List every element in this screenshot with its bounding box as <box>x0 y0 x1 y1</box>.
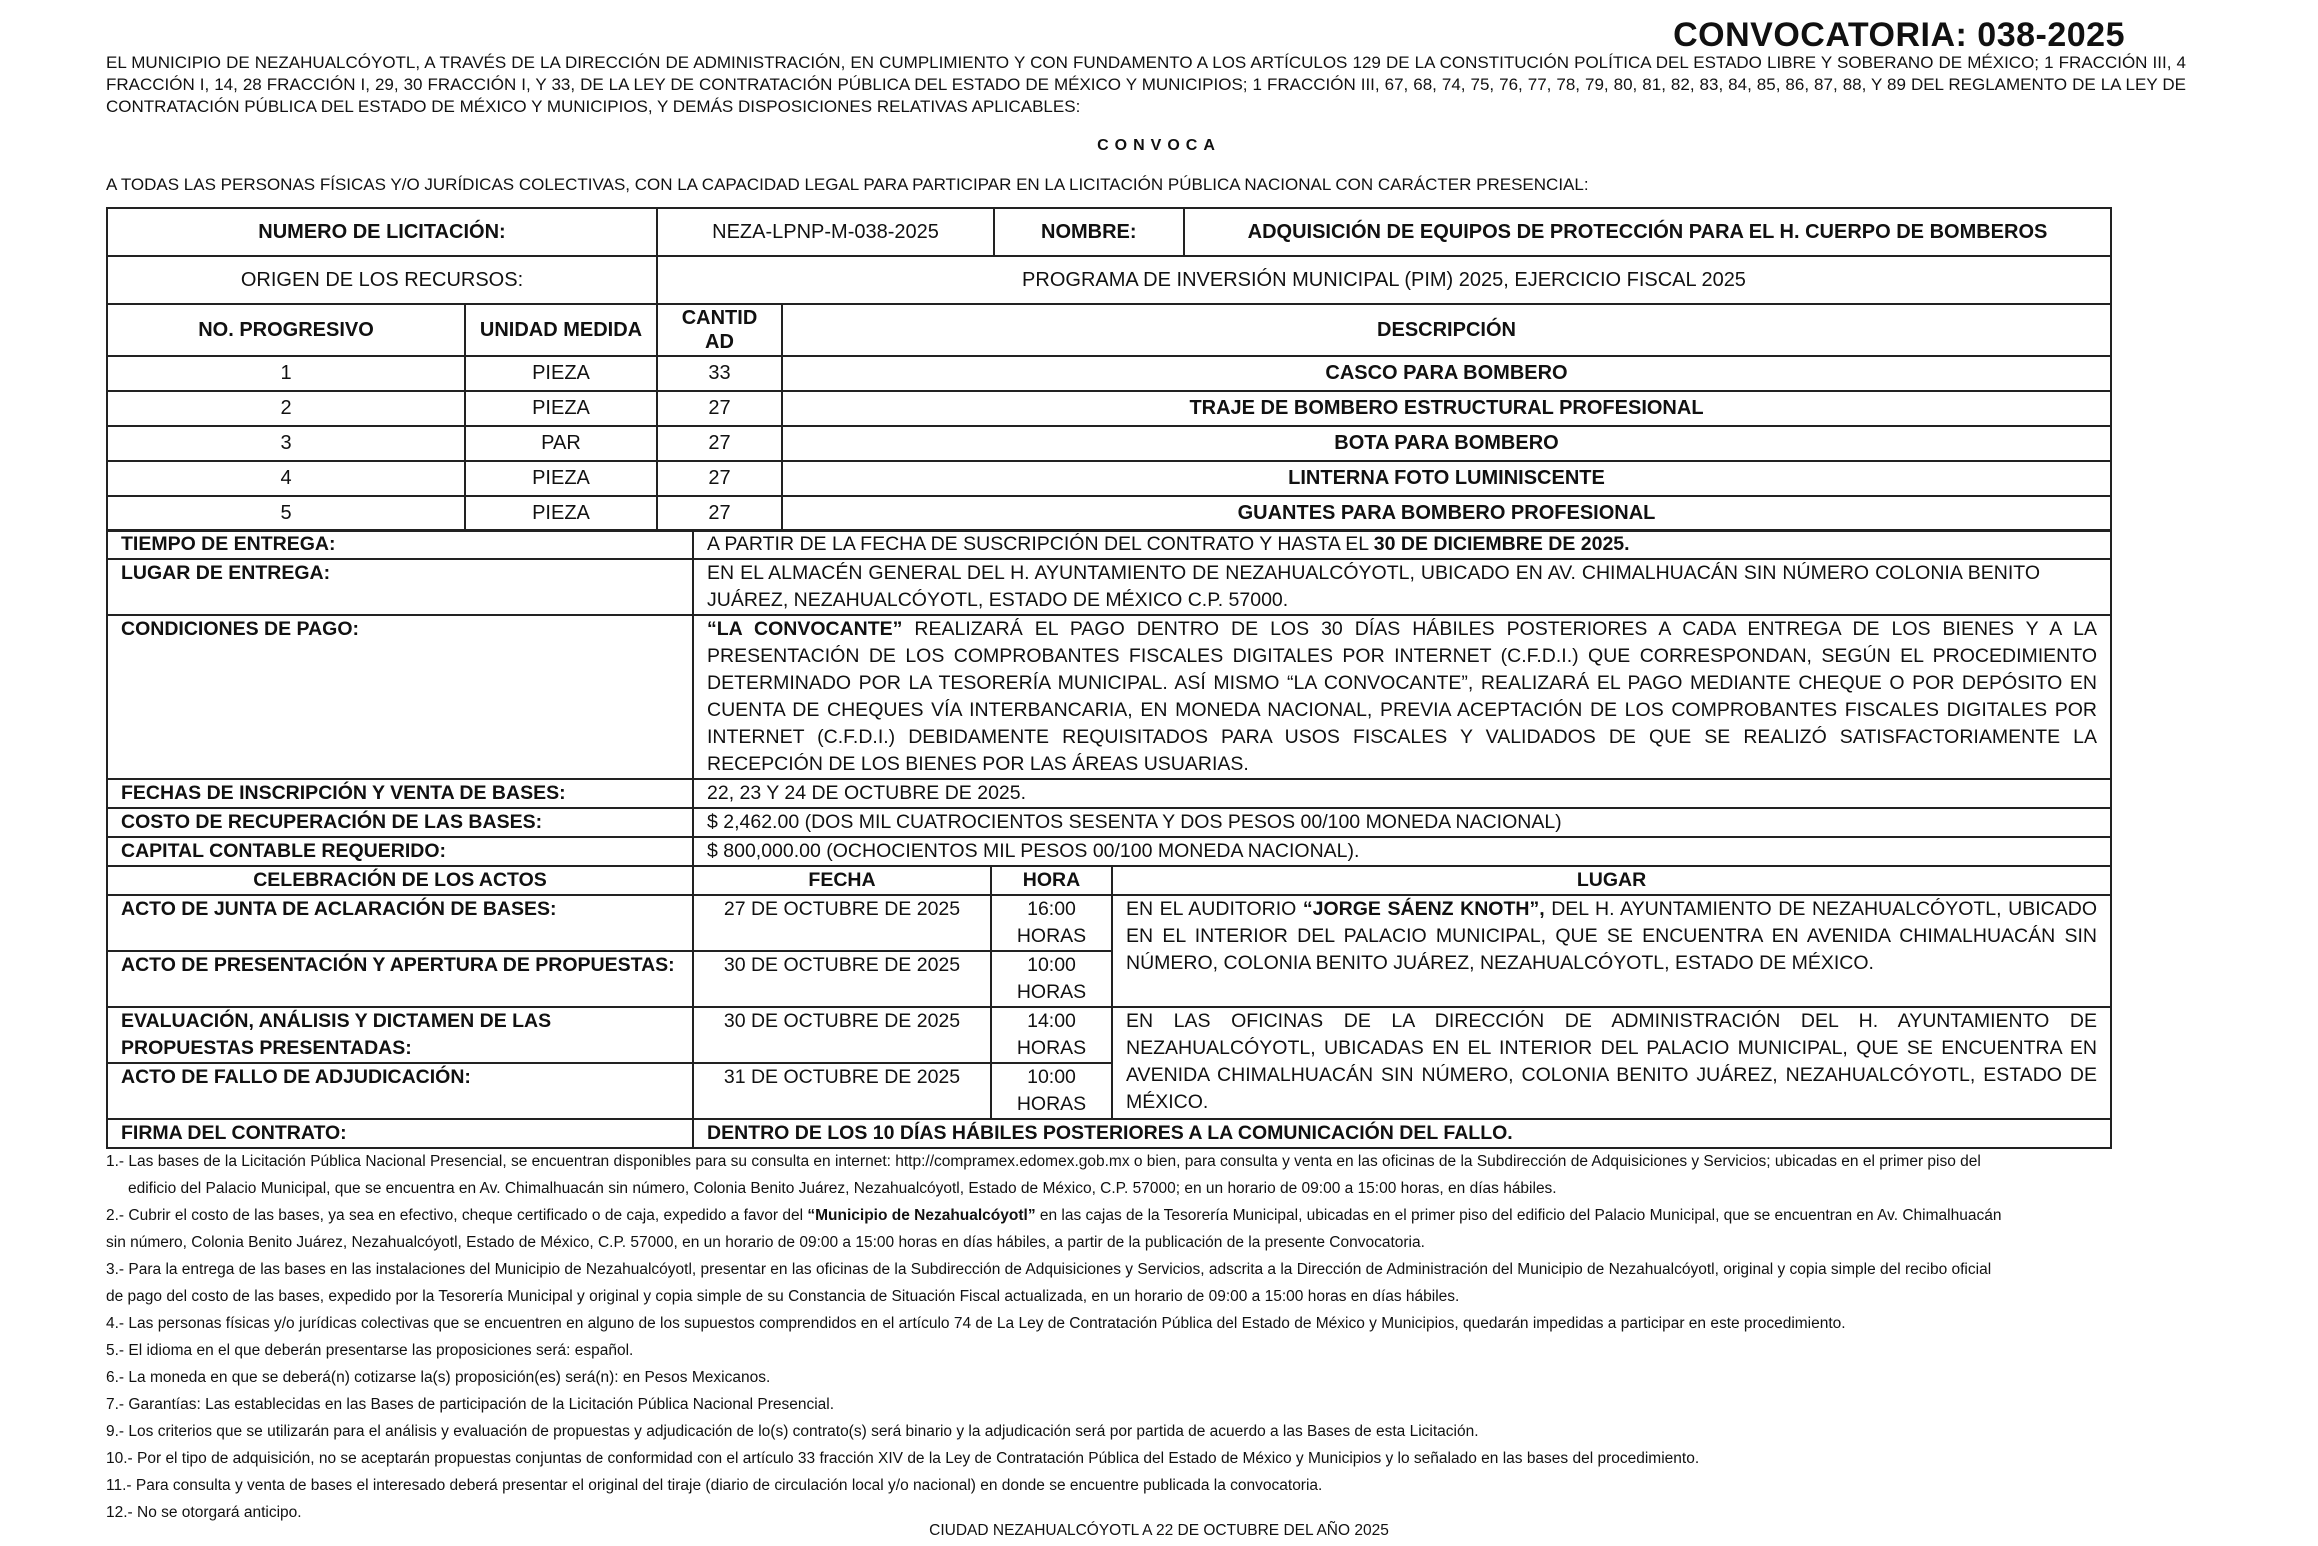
note-2 <box>106 1202 2176 1229</box>
lugar-label: LUGAR DE ENTREGA: <box>107 559 693 615</box>
lugar-1-rest: DEL H. AYUNTAMIENTO DE NEZAHUALCÓYOTL, UBICADO EN EL INTERIOR DEL PALACIO MUNICIPAL, QUE SE ENCUENTRA EN AVENIDA CHIMALHUACÁN SIN NÚMERO, COLONIA BENITO JUÁREZ, NEZAHUALCÓYOTL, ESTADO DE MÉXICO. <box>1126 898 2097 974</box>
costo-value: $ 2,462.00 (DOS MIL CUATROCIENTOS SESENTA Y DOS PESOS 00/100 MONEDA NACIONAL) <box>693 808 2111 837</box>
table-row <box>107 1007 2111 1063</box>
actos-header-row <box>107 866 2111 895</box>
nombre-value: ADQUISICIÓN DE EQUIPOS DE PROTECCIÓN PARA EL H. CUERPO DE BOMBEROS <box>1184 208 2111 256</box>
note-2-text: 2.- Cubrir el costo de las bases, ya sea en efectivo, cheque certificado o de caja, expedido a favor del <box>106 1207 808 1224</box>
note-9: 9.- Los criterios que se utilizarán para el análisis y evaluación de propuestas y adjudicación de lo(s) contrato(s) será binario y la adjudicación será por partida de acuerdo a las Bases de esta Licitación. <box>106 1423 1479 1440</box>
note-1: 1.- Las bases de la Licitación Pública Nacional Presencial, se encuentran disponibles para su consulta en internet: http://compramex.edomex.gob.mx o bien, para consulta y venta en las oficinas de la Subdirección de Adquisiciones y Servicios; ubicadas en el primer piso del <box>106 1153 1981 1170</box>
note-2-cont: sin número, Colonia Benito Juárez, Nezahualcóyotl, Estado de México, C.P. 57000, en un horario de 09:00 a 15:00 horas en días hábiles, a partir de la publicación de la presente Convocatoria. <box>106 1234 1425 1251</box>
item-unidad: PAR <box>465 426 657 461</box>
lugar-row <box>107 559 2111 615</box>
acto-hora: 10:00 HORAS <box>991 1063 1112 1119</box>
addressees: A TODAS LAS PERSONAS FÍSICAS Y/O JURÍDICAS COLECTIVAS, CON LA CAPACIDAD LEGAL PARA PARTICIPAR EN LA LICITACIÓN PÚBLICA NACIONAL CON CARÁCTER PRESENCIAL: <box>106 175 1589 194</box>
note-12: 12.- No se otorgará anticipo. <box>106 1504 302 1521</box>
header-cantidad: CANTIDAD <box>657 304 782 356</box>
item-descripcion: TRAJE DE BOMBERO ESTRUCTURAL PROFESIONAL <box>782 391 2111 426</box>
note-7: 7.- Garantías: Las establecidas en las Bases de participación de la Licitación Pública Nacional Presencial. <box>106 1396 835 1413</box>
acto-name: ACTO DE PRESENTACIÓN Y APERTURA DE PROPUESTAS: <box>107 951 693 1007</box>
costo-label: COSTO DE RECUPERACIÓN DE LAS BASES: <box>107 808 693 837</box>
capital-value: $ 800,000.00 (OCHOCIENTOS MIL PESOS 00/100 MONEDA NACIONAL). <box>693 837 2111 866</box>
acto-fecha: 27 DE OCTUBRE DE 2025 <box>693 895 991 951</box>
numero-value: NEZA-LPNP-M-038-2025 <box>657 208 994 256</box>
items-header-row <box>107 304 2111 356</box>
item-no: 2 <box>107 391 465 426</box>
tiempo-row <box>107 530 2111 559</box>
acto-fecha: 30 DE OCTUBRE DE 2025 <box>693 1007 991 1063</box>
item-no: 4 <box>107 461 465 496</box>
header-hora: HORA <box>991 866 1112 895</box>
table-row <box>107 391 2111 426</box>
note-3: 3.- Para la entrega de las bases en las instalaciones del Municipio de Nezahualcóyotl, presentar en las oficinas de la Subdirección de Adquisiciones y Servicios, adscrita a la Dirección de Administración del Municipio de Nezahualcóyotl, original y copia simple del recibo oficial <box>106 1261 1992 1278</box>
convoca-heading: CONVOCA <box>1097 137 1221 154</box>
note-5: 5.- El idioma en el que deberán presentarse las proposiciones será: español. <box>106 1342 634 1359</box>
header-descripcion: DESCRIPCIÓN <box>782 304 2111 356</box>
origen-value: PROGRAMA DE INVERSIÓN MUNICIPAL (PIM) 2025, EJERCICIO FISCAL 2025 <box>657 256 2111 304</box>
lugar-1-text: EN EL AUDITORIO <box>1126 898 1303 920</box>
conditions-table <box>106 529 2112 1149</box>
firma-label: FIRMA DEL CONTRATO: <box>107 1119 693 1148</box>
pago-label: CONDICIONES DE PAGO: <box>107 615 693 779</box>
firma-row <box>107 1119 2111 1148</box>
pago-convocante: “LA CONVOCANTE” <box>707 618 903 640</box>
item-cantidad: 33 <box>657 356 782 391</box>
fechas-row <box>107 779 2111 808</box>
table-row <box>107 356 2111 391</box>
item-cantidad: 27 <box>657 461 782 496</box>
note-4: 4.- Las personas físicas y/o jurídicas colectivas que se encuentren en alguno de los supuestos comprendidos en el artículo 74 de La Ley de Contratación Pública del Estado de México y Municipios, quedarán impedidas a participar en este procedimiento. <box>106 1315 1846 1332</box>
note-11: 11.- Para consulta y venta de bases el interesado deberá presentar el original del tiraje (diario de circulación local y/o nacional) en donde se encuentre publicada la convocatoria. <box>106 1477 1323 1494</box>
table-row <box>107 496 2111 531</box>
note-2-rest: en las cajas de la Tesorería Municipal, ubicadas en el primer piso del edificio del Palacio Municipal, que se encuentran en Av. Chimalhuacán <box>1035 1207 2002 1224</box>
header-celebracion: CELEBRACIÓN DE LOS ACTOS <box>107 866 693 895</box>
numero-label: NUMERO DE LICITACIÓN: <box>107 208 657 256</box>
tiempo-date: 30 DE DICIEMBRE DE 2025. <box>1373 533 1630 555</box>
item-cantidad: 27 <box>657 391 782 426</box>
item-cantidad: 27 <box>657 426 782 461</box>
header-unidad: UNIDAD MEDIDA <box>465 304 657 356</box>
convocatoria-title: CONVOCATORIA: 038-2025 <box>1673 16 2125 54</box>
lugar-value: EN EL ALMACÉN GENERAL DEL H. AYUNTAMIENTO DE NEZAHUALCÓYOTL, UBICADO EN AV. CHIMALHUACÁN SIN NÚMERO COLONIA BENITO JUÁREZ, NEZAHUALCÓYOTL, ESTADO DE MÉXICO C.P. 57000. <box>693 559 2111 615</box>
note-6: 6.- La moneda en que se deberá(n) cotizarse la(s) proposición(es) será(n): en Pesos Mexicanos. <box>106 1369 771 1386</box>
licitacion-table <box>106 207 2112 532</box>
item-unidad: PIEZA <box>465 356 657 391</box>
pago-value <box>693 615 2111 779</box>
acto-name: ACTO DE FALLO DE ADJUDICACIÓN: <box>107 1063 693 1119</box>
acto-name: ACTO DE JUNTA DE ACLARACIÓN DE BASES: <box>107 895 693 951</box>
tiempo-value <box>693 530 2111 559</box>
licitacion-row <box>107 208 2111 256</box>
acto-fecha: 31 DE OCTUBRE DE 2025 <box>693 1063 991 1119</box>
intro-paragraph: EL MUNICIPIO DE NEZAHUALCÓYOTL, A TRAVÉS DE LA DIRECCIÓN DE ADMINISTRACIÓN, EN CUMPLIMIENTO Y CON FUNDAMENTO A LOS ARTÍCULOS 129 DE LA CONSTITUCIÓN POLÍTICA DEL ESTADO LIBRE Y SOBERANO DE MÉXICO; 1 FRACCIÓN III, 4 FRACCIÓN I, 14, 28 FRACCIÓN I, 29, 30 FRACCIÓN I, Y 33, DE LA LEY DE CONTRATACIÓN PÚBLICA DEL ESTADO DE MÉXICO Y MUNICIPIOS; 1 FRACCIÓN III, 67, 68, 74, 75, 76, 77, 78, 79, 80, 81, 82, 83, 84, 85, 86, 87, 88, Y 89 DEL REGLAMENTO DE LA LEY DE CONTRATACIÓN PÚBLICA DEL ESTADO DE MÉXICO Y MUNICIPIOS, Y DEMÁS DISPOSICIONES RELATIVAS APLICABLES: <box>106 53 2186 116</box>
costo-row <box>107 808 2111 837</box>
acto-hora: 16:00 HORAS <box>991 895 1112 951</box>
note-3-cont: de pago del costo de las bases, expedido por la Tesorería Municipal y original y copia simple de su Constancia de Situación Fiscal actualizada, en un horario de 09:00 a 15:00 horas en días hábiles. <box>106 1288 1460 1305</box>
note-2-municipio: “Municipio de Nezahualcóyotl” <box>807 1207 1036 1224</box>
pago-row <box>107 615 2111 779</box>
fechas-value: 22, 23 Y 24 DE OCTUBRE DE 2025. <box>693 779 2111 808</box>
item-no: 5 <box>107 496 465 531</box>
tiempo-text: A PARTIR DE LA FECHA DE SUSCRIPCIÓN DEL CONTRATO Y HASTA EL <box>707 533 1374 555</box>
acto-fecha: 30 DE OCTUBRE DE 2025 <box>693 951 991 1007</box>
tiempo-label: TIEMPO DE ENTREGA: <box>107 530 693 559</box>
acto-name: EVALUACIÓN, ANÁLISIS Y DICTAMEN DE LAS PROPUESTAS PRESENTADAS: <box>107 1007 693 1063</box>
item-descripcion: CASCO PARA BOMBERO <box>782 356 2111 391</box>
item-unidad: PIEZA <box>465 391 657 426</box>
item-cantidad: 27 <box>657 496 782 531</box>
acto-lugar-oficinas: EN LAS OFICINAS DE LA DIRECCIÓN DE ADMINISTRACIÓN DEL H. AYUNTAMIENTO DE NEZAHUALCÓYOTL, UBICADAS EN EL INTERIOR DEL PALACIO MUNICIPAL, QUE SE ENCUENTRA EN AVENIDA CHIMALHUACÁN SIN NÚMERO, COLONIA BENITO JUÁREZ, NEZAHUALCÓYOTL, ESTADO DE MÉXICO. <box>1112 1007 2111 1119</box>
table-row <box>107 895 2111 951</box>
item-descripcion: GUANTES PARA BOMBERO PROFESIONAL <box>782 496 2111 531</box>
city-date: CIUDAD NEZAHUALCÓYOTL A 22 DE OCTUBRE DEL AÑO 2025 <box>929 1522 1389 1539</box>
capital-label: CAPITAL CONTABLE REQUERIDO: <box>107 837 693 866</box>
notes-list <box>106 1148 2176 1526</box>
item-unidad: PIEZA <box>465 461 657 496</box>
table-row <box>107 461 2111 496</box>
header-fecha: FECHA <box>693 866 991 895</box>
header-progresivo: NO. PROGRESIVO <box>107 304 465 356</box>
nombre-label: NOMBRE: <box>994 208 1184 256</box>
acto-hora: 10:00 HORAS <box>991 951 1112 1007</box>
item-no: 3 <box>107 426 465 461</box>
note-10: 10.- Por el tipo de adquisición, no se aceptarán propuestas conjuntas de conformidad con el artículo 33 fracción XIV de la Ley de Contratación Pública del Estado de México y Municipios y lo señalado en las bases del procedimiento. <box>106 1450 1700 1467</box>
header-lugar: LUGAR <box>1112 866 2111 895</box>
fechas-label: FECHAS DE INSCRIPCIÓN Y VENTA DE BASES: <box>107 779 693 808</box>
origen-row <box>107 256 2111 304</box>
item-unidad: PIEZA <box>465 496 657 531</box>
capital-row <box>107 837 2111 866</box>
acto-lugar-auditorio <box>1112 895 2111 1007</box>
item-descripcion: LINTERNA FOTO LUMINISCENTE <box>782 461 2111 496</box>
item-descripcion: BOTA PARA BOMBERO <box>782 426 2111 461</box>
item-no: 1 <box>107 356 465 391</box>
origen-label: ORIGEN DE LOS RECURSOS: <box>107 256 657 304</box>
table-row <box>107 426 2111 461</box>
firma-value: DENTRO DE LOS 10 DÍAS HÁBILES POSTERIORES A LA COMUNICACIÓN DEL FALLO. <box>693 1119 2111 1148</box>
note-1-cont: edificio del Palacio Municipal, que se encuentra en Av. Chimalhuacán sin número, Colonia Benito Juárez, Nezahualcóyotl, Estado de México, C.P. 57000; en un horario de 09:00 a 15:00 horas, en días hábiles. <box>128 1180 1557 1197</box>
acto-hora: 14:00 HORAS <box>991 1007 1112 1063</box>
lugar-1-auditorio: “JORGE SÁENZ KNOTH”, <box>1302 898 1545 920</box>
pago-text: REALIZARÁ EL PAGO DENTRO DE LOS 30 DÍAS HÁBILES POSTERIORES A CADA ENTREGA DE LOS BIENES Y A LA PRESENTACIÓN DE LOS COMPROBANTES FISCALES DIGITALES POR INTERNET (C.F.D.I.) QUE CORRESPONDAN, SEGÚN EL PROCEDIMIENTO DETERMINADO POR LA TESORERÍA MUNICIPAL. ASÍ MISMO “LA CONVOCANTE”, REALIZARÁ EL PAGO MEDIANTE CHEQUE O POR DEPÓSITO EN CUENTA DE CHEQUES VÍA INTERBANCARIA, EN MONEDA NACIONAL, PREVIA ACEPTACIÓN DE LOS COMPROBANTES FISCALES DIGITALES POR INTERNET (C.F.D.I.) DEBIDAMENTE REQUISITADOS PARA USOS FISCALES Y VALIDADOS DE QUE SE REALIZÓ SATISFACTORIAMENTE LA RECEPCIÓN DE LOS BIENES POR LAS ÁREAS USUARIAS. <box>707 618 2097 775</box>
